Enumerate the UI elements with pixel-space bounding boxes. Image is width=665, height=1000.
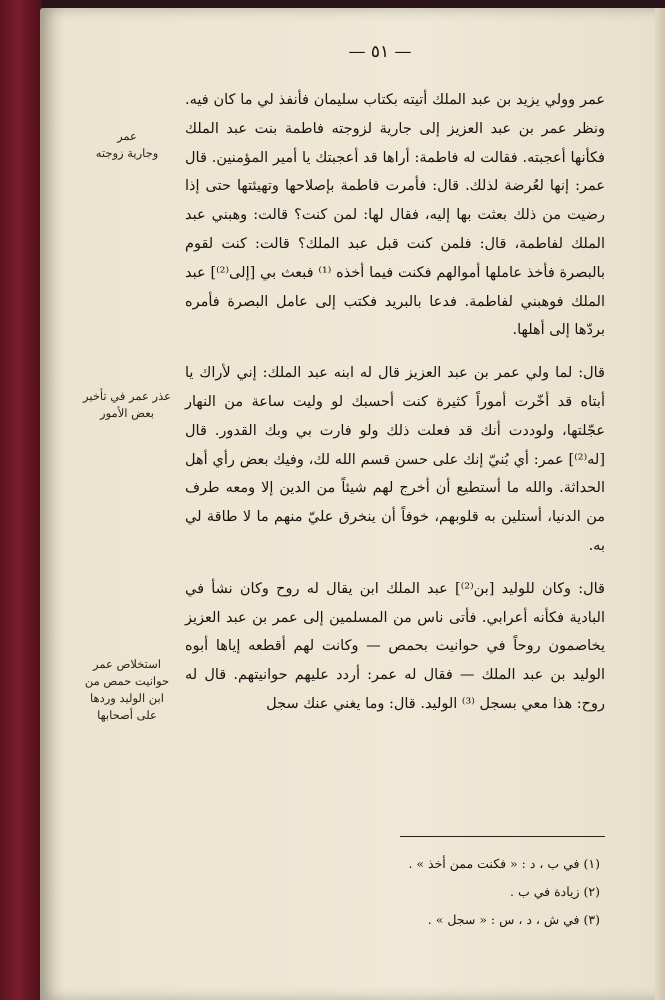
book-binding <box>0 0 42 1000</box>
paragraph-fatima-slave-girl: عمر وولي يزيد بن عبد الملك أتيته بكتاب سليمان فأنفذ لي ما كان فيه. ونظر عمر بن عبد العزيز إلى جارية لزوجته فاطمة بنت عبد الملك فكأنها أعجبته. فقالت له فاطمة: أراها قد أعجبتك يا أمير المؤمنين. قال عمر: إنها لعُرضة لذلك. قال: فأمرت فاطمة بإصلاحها وتهيئتها حتى إذا رضيت من ذلك بعثت بها إليه، فقال لها: لمن كنت؟ قالت: وهبني عبد الملك لفاطمة، قال: فلمن كنت قبل عبد الملك؟ قالت: كنت لقوم بالبصرة فأخذ عاملها أموالهم فكنت فيما أخذه ⁽¹⁾ فبعث بي [إلى⁽²⁾] عبد الملك فوهبني لفاطمة. فدعا بالبريد فكتب إلى عامل البصرة فأمره بردّها إلى أهلها. <box>185 92 605 339</box>
footnotes <box>300 850 600 934</box>
margin-note-line: عمر <box>117 129 137 143</box>
main-text <box>185 86 605 719</box>
page-number: — ٥١ — <box>348 42 412 62</box>
footnote-divider <box>400 836 605 837</box>
footnote-2: (٢) زيادة في ب . <box>510 884 600 899</box>
page-edge <box>655 8 665 1000</box>
paragraph-delay-excuse: قال: لما ولي عمر بن عبد العزيز قال له ابنه عبد الملك: إني لأراك يا أبتاه قد أخّرت أموراً كثيرة كنت أحسبك لو وليت ساعة من النهار عجّلتها، ولوددت أنك قد فعلت ذلك ولو فارت بي وبك القدور. قال [له⁽²⁾] عمر: أي بُنيّ إنك على حسن قسم الله لك، وفيك بعض رأي أهل الحداثة. والله ما أستطيع أن أخرج لهم شيئاً من الدين إلا ومعه طرف من الدنيا، أستلين به قلوبهم، خوفاً أن ينخرق عليّ منهم ما لا طاقة لي به. <box>185 365 605 554</box>
margin-note-line: بعض الأمور <box>100 406 154 420</box>
footnote-1: (١) في ب ، د : « فكنت ممن أخذ » . <box>408 856 600 871</box>
margin-note-line: على أصحابها <box>97 708 157 722</box>
margin-note-line: ابن الوليد وردها <box>90 691 164 705</box>
margin-note-2 <box>72 388 182 422</box>
margin-note-3 <box>72 656 182 724</box>
margin-note-line: عذر عمر في تأخير <box>83 389 171 403</box>
margin-note-line: حوانيت حمص من <box>84 674 170 688</box>
paragraph-homs-shops: قال: وكان للوليد [بن⁽²⁾] عبد الملك ابن يقال له روح وكان نشأ في البادية فكأنه أعرابي. فأتى ناس من المسلمين إلى عمر بن عبد العزيز يخاصمون روحاً في حوانيت بحمص — وكانت لهم أقطعه إياها أبوه الوليد بن عبد الملك — فقال له عمر: أردد عليهم حوانيتهم. قال له روح: هذا معي بسجل ⁽³⁾ الوليد. قال: وما يغني عنك سجل <box>185 580 605 712</box>
footnote-3: (٣) في ش ، د ، س : « سجل » . <box>427 912 600 927</box>
margin-note-line: استخلاص عمر <box>92 657 161 671</box>
margin-note-line: وجارية زوجته <box>95 146 159 160</box>
margin-note-1 <box>72 128 182 162</box>
